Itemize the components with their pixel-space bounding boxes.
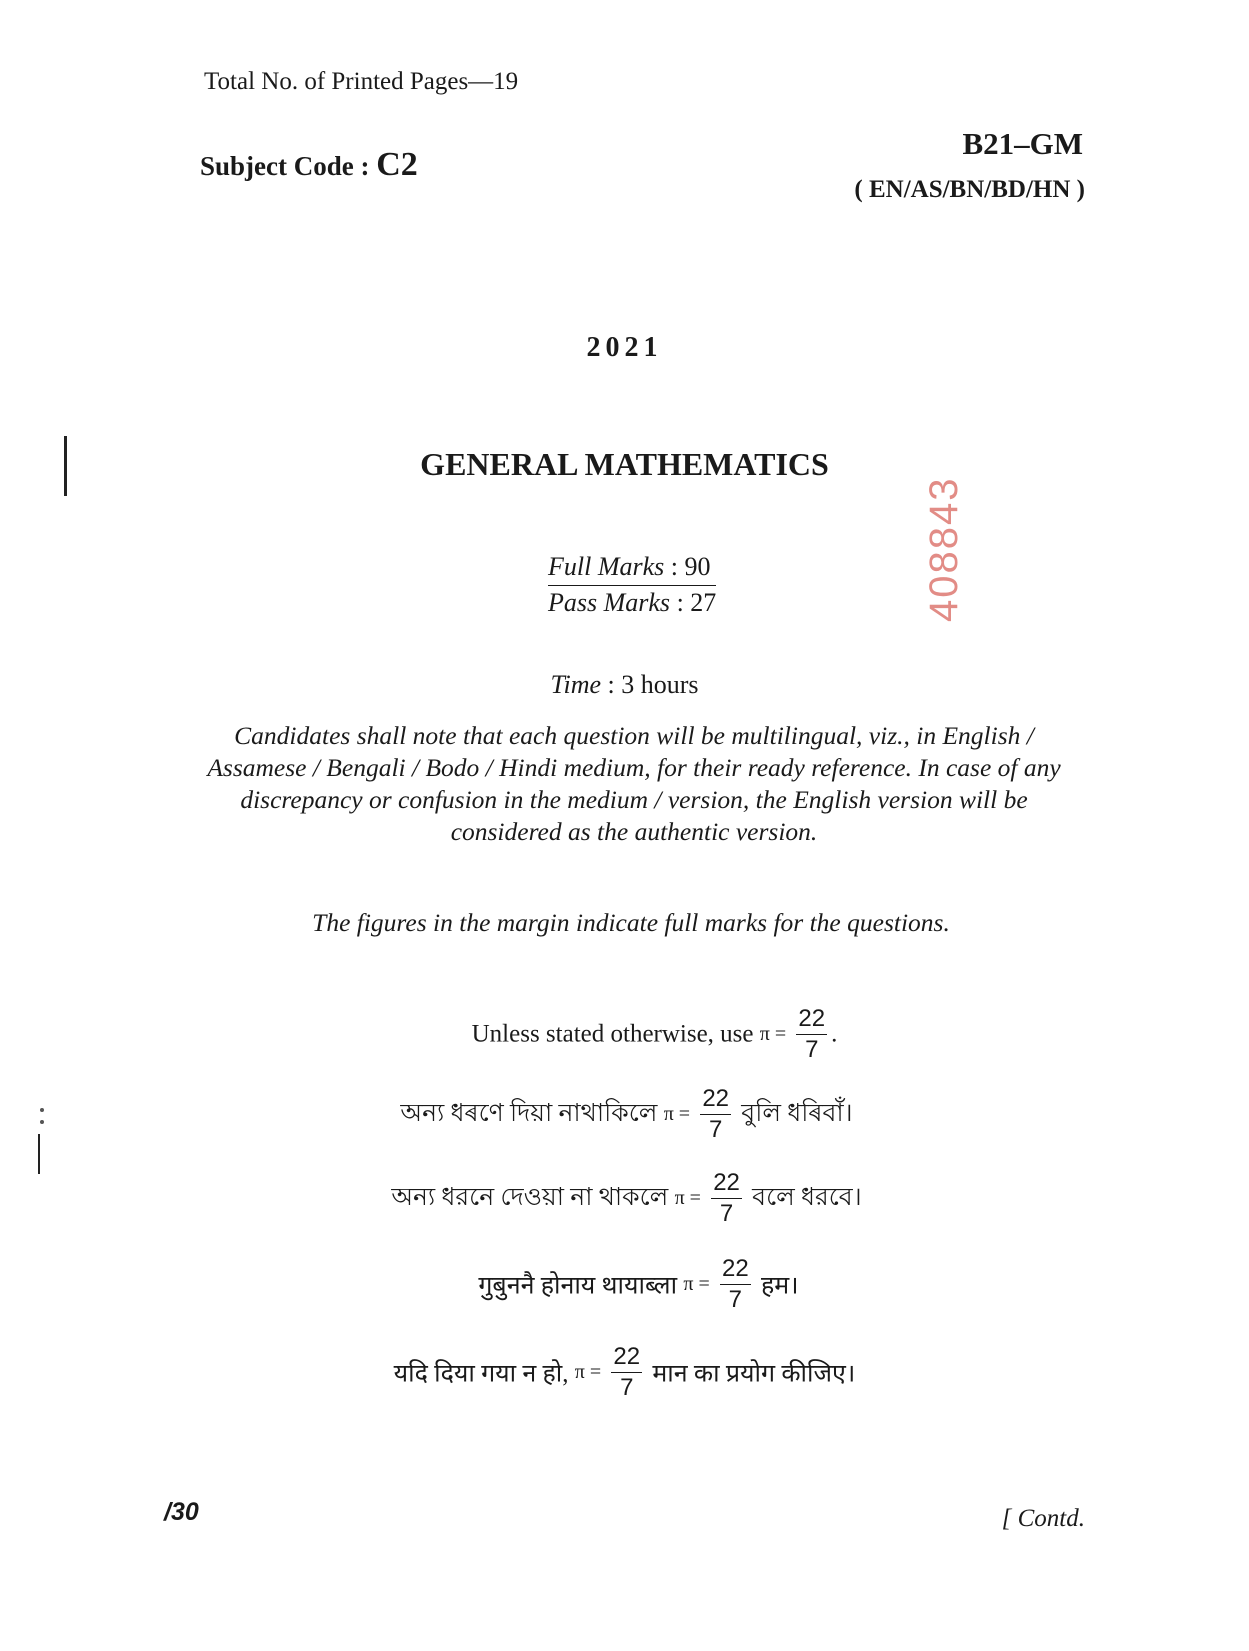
footer-contd: [ Contd.: [1001, 1505, 1085, 1532]
footer-copies: /30: [164, 1498, 199, 1526]
pi-fraction: [700, 1084, 731, 1145]
fraction-denominator: 7: [709, 1116, 723, 1143]
margin-marks-note: The figures in the margin indicate full marks for the questions.: [312, 908, 950, 937]
fraction-denominator: 7: [620, 1374, 634, 1401]
pi-text-after: বলে ধরবে।: [752, 1184, 862, 1211]
pi-symbol: π =: [663, 1103, 691, 1125]
full-marks-value: : 90: [670, 552, 711, 581]
serial-number-stamp: 408843: [922, 476, 966, 622]
printed-pages-count: Total No. of Printed Pages—19: [204, 68, 519, 95]
pi-text-after: हम।: [760, 1272, 799, 1300]
pi-text-after: .: [831, 1020, 838, 1048]
pi-text-before: गुबुननै होनाय थायाब्ला: [478, 1272, 678, 1300]
exam-year: 2021: [586, 332, 663, 363]
pi-symbol: π =: [759, 1023, 787, 1045]
pi-fraction: [711, 1168, 742, 1229]
time-label: Time: [550, 670, 602, 699]
fraction-numerator: 22: [700, 1084, 731, 1115]
pass-marks-label: Pass Marks: [548, 588, 671, 617]
pi-statement-assamese: [2, 1084, 1249, 1145]
fraction-numerator: 22: [796, 1004, 827, 1035]
exam-title: GENERAL MATHEMATICS: [420, 446, 829, 482]
multilingual-note: Candidates shall note that each question will be multilingual, viz., in English / Assamese / Bengali / Bodo / Hindi medium, for their ready reference. In case of any discrepancy or confusion in the medium / version, the English version will be considered as the authentic version.: [207, 721, 1061, 846]
marks-block: [548, 550, 716, 620]
subject-code-value: C2: [376, 146, 418, 183]
pi-text-before: অন্য ধরনে দেওয়া না থাকলে: [391, 1184, 669, 1211]
fraction-numerator: 22: [720, 1254, 751, 1285]
fraction-denominator: 7: [728, 1286, 743, 1313]
subject-code: [200, 146, 418, 184]
medium-code: ( EN/AS/BN/BD/HN ): [854, 176, 1085, 203]
pi-statement-bengali: [2, 1168, 1249, 1229]
pi-fraction: [611, 1342, 642, 1403]
pi-symbol: π =: [674, 1187, 701, 1209]
full-marks-label: Full Marks: [548, 552, 665, 581]
pass-marks-row: [548, 586, 716, 620]
fraction-denominator: 7: [719, 1200, 734, 1227]
pass-marks-value: : 27: [676, 588, 717, 617]
time-value: : 3 hours: [607, 670, 699, 699]
fraction-numerator: 22: [611, 1342, 642, 1373]
subject-code-label: Subject Code :: [200, 151, 370, 181]
pi-text-after: বুলি ধৰিবাঁ।: [741, 1100, 853, 1127]
pi-statement-english: [30, 1004, 1249, 1065]
pi-fraction: [720, 1254, 751, 1315]
paper-code: B21–GM: [962, 126, 1083, 161]
pi-text-before: অন্য ধৰণে দিয়া নাথাকিলে: [400, 1100, 658, 1127]
pi-symbol: π =: [683, 1273, 710, 1295]
fraction-numerator: 22: [711, 1168, 742, 1199]
pi-fraction: [796, 1004, 827, 1065]
pi-text-before: यदि दिया गया न हो,: [393, 1360, 569, 1388]
pi-statement-hindi: [0, 1342, 1249, 1403]
time-allowed: [0, 670, 1249, 700]
pi-symbol: π =: [574, 1361, 602, 1383]
pi-statement-bodo: [14, 1254, 1249, 1315]
full-marks-row: [548, 550, 716, 586]
fraction-denominator: 7: [805, 1036, 819, 1063]
pi-text-after: मान का प्रयोग कीजिए।: [652, 1360, 856, 1388]
pi-text-before: Unless stated otherwise, use: [471, 1020, 754, 1048]
